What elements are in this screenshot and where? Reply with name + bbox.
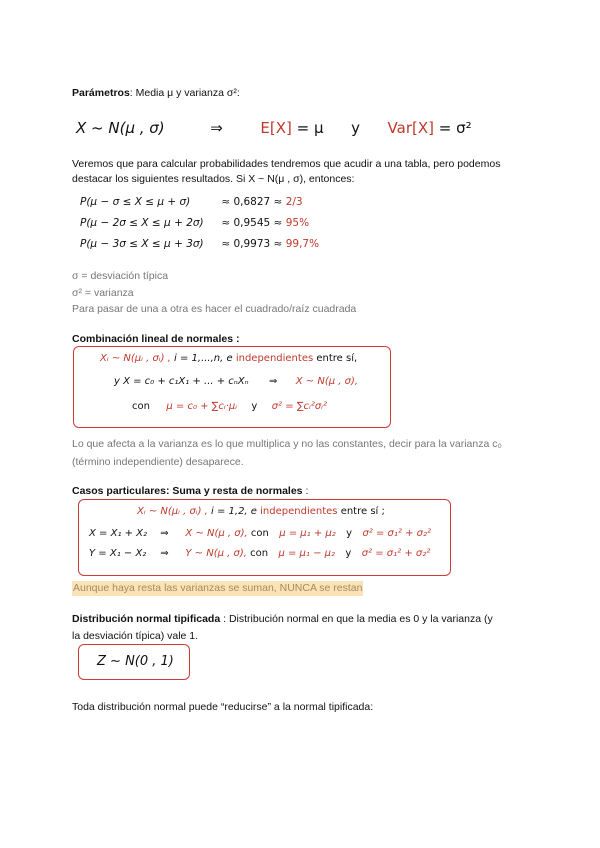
combinacion-line-1 bbox=[100, 353, 357, 364]
combinacion-l2-arrow: ⇒ bbox=[269, 376, 278, 387]
casos-line-3 bbox=[89, 548, 430, 559]
casos-heading bbox=[72, 484, 308, 499]
final-line: Toda distribución normal puede “reducirse” a la normal tipificada: bbox=[72, 701, 374, 713]
parametros-line bbox=[72, 86, 240, 101]
tipificada-line-2: la desviación típica) vale 1. bbox=[72, 630, 199, 642]
formula-conj: y bbox=[351, 119, 360, 137]
casos-title: Casos particulares: Suma y resta de normales bbox=[72, 485, 303, 497]
tipificada-formula bbox=[97, 654, 174, 669]
casos-l1-black: i = 1,2, e bbox=[211, 506, 257, 517]
combinacion-l1-black2: entre sí, bbox=[316, 353, 358, 364]
combinacion-l1-black: i = 1,...,n, e bbox=[174, 353, 233, 364]
casos-l2-con: con bbox=[250, 528, 269, 539]
probability-expr: P(μ − σ ≤ X ≤ μ + σ) bbox=[80, 196, 191, 208]
probability-red: 99,7% bbox=[285, 238, 320, 250]
casos-l2-mu: μ = μ₁ + μ₂ bbox=[279, 528, 336, 539]
note-sigma2: σ² = varianza bbox=[72, 287, 134, 299]
afecta-line-1: Lo que afecta a la varianza es lo que multiplica y no las constantes, decir para la varianza c₀ bbox=[72, 438, 502, 450]
probability-row bbox=[80, 234, 319, 255]
combinacion-colon: : bbox=[233, 333, 240, 345]
tipificada-text: : Distribución normal en que la media es 0 y la varianza (y bbox=[220, 613, 493, 625]
parametros-label: Parámetros bbox=[72, 87, 130, 99]
casos-l2-arrow: ⇒ bbox=[160, 528, 169, 539]
casos-l2-red: X ~ N(μ , σ), bbox=[185, 528, 248, 539]
probability-row bbox=[80, 213, 319, 234]
note-sigma: σ = desviación típica bbox=[72, 270, 169, 282]
combinacion-l3-y: y bbox=[251, 401, 258, 412]
casos-l3-sigma: σ² = σ₁² + σ₂² bbox=[361, 548, 431, 559]
intro-line-1: Veremos que para calcular probabilidades tendremos que acudir a una tabla, pero podemos bbox=[72, 158, 501, 170]
probability-approx: ≈ 0,6827 ≈ bbox=[221, 196, 283, 208]
combinacion-l3-red: μ = c₀ + ∑cᵢ·μᵢ bbox=[166, 401, 238, 412]
combinacion-l3-con: con bbox=[132, 401, 150, 412]
casos-box bbox=[78, 499, 451, 576]
tipificada-line-1 bbox=[72, 612, 493, 627]
afecta-line-2: (término independiente) desaparece. bbox=[72, 456, 244, 468]
casos-l3-y: y bbox=[345, 548, 352, 559]
casos-l1-black2: entre sí ; bbox=[340, 506, 385, 517]
casos-l2-black: X = X₁ + X₂ bbox=[89, 528, 148, 539]
combinacion-line-3 bbox=[132, 401, 327, 412]
formula-var-lhs: Var[X] bbox=[387, 119, 434, 137]
casos-l3-red: Y ~ N(μ , σ), bbox=[185, 548, 247, 559]
casos-l3-mu: μ = μ₁ − μ₂ bbox=[278, 548, 336, 559]
probability-red: 95% bbox=[285, 217, 310, 229]
probability-expr: P(μ − 2σ ≤ X ≤ μ + 2σ) bbox=[80, 217, 204, 229]
combinacion-l2-black: y X = c₀ + c₁X₁ + ... + cₙXₙ bbox=[114, 376, 249, 387]
casos-l2-y: y bbox=[346, 528, 353, 539]
casos-line-2 bbox=[89, 528, 431, 539]
formula-mean-rhs: = μ bbox=[296, 119, 324, 137]
casos-l3-arrow: ⇒ bbox=[160, 548, 169, 559]
casos-l3-black: Y = X₁ − X₂ bbox=[89, 548, 147, 559]
combinacion-title: Combinación lineal de normales bbox=[72, 333, 234, 345]
formula-arrow: ⇒ bbox=[210, 119, 223, 137]
note-pasar: Para pasar de una a otra es hacer el cuadrado/raíz cuadrada bbox=[72, 303, 357, 315]
probabilities-block bbox=[80, 192, 319, 255]
combinacion-l2-red: X ~ N(μ , σ), bbox=[295, 376, 359, 387]
combinacion-box bbox=[73, 346, 391, 428]
formula-dist: X ~ N(μ , σ) bbox=[76, 119, 165, 137]
tipificada-formula-text: Z ~ N(0 , 1) bbox=[97, 654, 174, 669]
probability-row bbox=[80, 192, 319, 213]
casos-l1-red2: independientes bbox=[260, 506, 338, 517]
casos-l3-con: con bbox=[250, 548, 269, 559]
highlight-note: Aunque haya resta las varianzas se suman, NUNCA se restan bbox=[73, 582, 363, 594]
tipificada-box bbox=[78, 644, 190, 680]
main-formula bbox=[76, 119, 472, 137]
probability-approx: ≈ 0,9545 ≈ bbox=[221, 217, 283, 229]
combinacion-l1-red: Xᵢ ~ N(μᵢ , σᵢ) , bbox=[100, 353, 171, 364]
casos-l1-red: Xᵢ ~ N(μᵢ , σᵢ) , bbox=[137, 506, 208, 517]
combinacion-l3-red2: σ² = ∑cᵢ²σᵢ² bbox=[271, 401, 327, 412]
probability-expr: P(μ − 3σ ≤ X ≤ μ + 3σ) bbox=[80, 238, 204, 250]
tipificada-title: Distribución normal tipificada bbox=[72, 613, 221, 625]
combinacion-l1-red2: independientes bbox=[235, 353, 314, 364]
casos-line-1 bbox=[137, 506, 385, 517]
combinacion-line-2 bbox=[114, 376, 358, 387]
combinacion-heading bbox=[72, 332, 239, 347]
intro-line-2: destacar los siguientes resultados. Si X ~ N(μ , σ), entonces: bbox=[72, 173, 355, 185]
formula-var-rhs: = σ² bbox=[438, 119, 472, 137]
casos-colon: : bbox=[302, 485, 309, 497]
probability-red: 2/3 bbox=[285, 196, 303, 208]
parametros-text: : Media μ y varianza σ²: bbox=[129, 87, 240, 99]
probability-approx: ≈ 0,9973 ≈ bbox=[221, 238, 283, 250]
formula-mean-lhs: E[X] bbox=[260, 119, 292, 137]
casos-l2-sigma: σ² = σ₁² + σ₂² bbox=[362, 528, 431, 539]
